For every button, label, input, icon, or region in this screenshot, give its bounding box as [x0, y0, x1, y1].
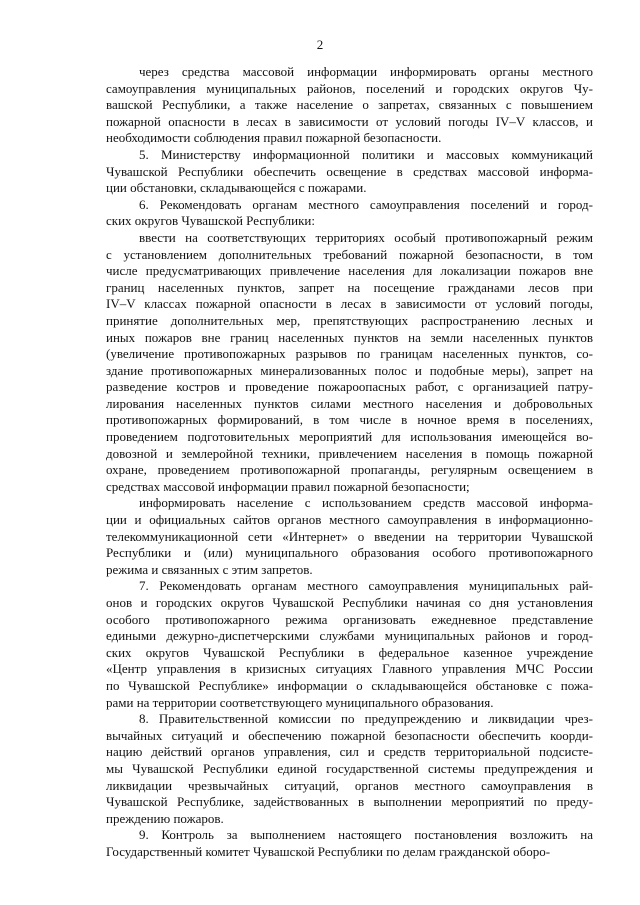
paragraph [106, 64, 593, 147]
text-line: «Центр управления в кризисных ситуациях Главного управления МЧС России [106, 661, 593, 677]
text-line: границ населенных пунктов, запрет на посещение гражданами лесов при [106, 279, 593, 295]
text-line: Чувашской Республики обеспечить освещение в средствах массовой информа- [106, 163, 593, 179]
text-line: ции и официальных сайтов органов местного самоуправления в информационно- [106, 512, 593, 528]
text-line: ции обстановки, складывающейся с пожарами. [106, 180, 367, 196]
document-body [106, 64, 593, 861]
text-line: иных пожаров вне границ населенных пунктов на земли населенных пунктов [106, 329, 593, 345]
text-line: вашской Республики, а также население о запретах, связанных с повышением [106, 97, 593, 113]
text-line: (увеличение противопожарных разрывов по границам населенных пунктов, со- [106, 346, 593, 362]
text-line: противопожарных формирований, в том числе в ночное время в поселениях, [106, 412, 593, 428]
text-line: вычайных ситуаций и обеспечению пожарной безопасности обеспечить коорди- [106, 727, 593, 743]
text-line: онов и городских округов Чувашской Республики начиная со дня установления [106, 595, 593, 610]
text-line: довозной и землеройной техники, привлечением населения в помощь пожарной [106, 445, 593, 461]
text-line: здание противопожарных минерализованных полос и подобные меры), запрет на [106, 362, 593, 378]
text-line: едиными дежурно-диспетчерскими службами муниципальных районов и город- [106, 628, 593, 644]
text-line: самоуправления муниципальных районов, поселений и городских округов Чу- [106, 80, 593, 96]
text-line: Республики и (или) муниципального образования особого противопожарного [106, 545, 593, 561]
text-line: 6. Рекомендовать органам местного самоуправления поселений и город- [139, 196, 593, 212]
text-line: нацию действий органов управления, сил и средств территориальной подсисте- [106, 744, 593, 760]
text-line: преждению пожаров. [106, 810, 224, 826]
text-line: по Чувашской Республике» информации о складывающейся обстановке с пожа- [106, 677, 593, 693]
text-line: проведением подготовительных мероприятий для использования имеющейся во- [106, 429, 593, 445]
text-line: 7. Рекомендовать органам местного самоуправления муниципальных рай- [139, 578, 593, 594]
text-line: разведение костров и проведение пожароопасных работ, с организацией патру- [106, 379, 593, 395]
text-line: информировать население с использованием средств массовой информа- [139, 495, 593, 511]
text-line: 5. Министерству информационной политики и массовых коммуникаций [139, 146, 593, 162]
text-line: средствах массовой информации правил пожарной безопасности; [106, 478, 470, 494]
paragraph [106, 495, 593, 578]
paragraph [106, 827, 593, 860]
paragraph [106, 711, 593, 827]
page-number: 2 [316, 37, 324, 52]
text-line: ских округов Чувашской Республики в федеральное казенное учреждение [106, 644, 593, 660]
text-line: ввести на соответствующих территориях особый противопожарный режим [139, 229, 593, 245]
text-line: 9. Контроль за выполнением настоящего постановления возложить на [139, 827, 593, 843]
text-line: Чувашской Республике, задействованных в выполнении мероприятий по преду- [106, 794, 593, 810]
text-line: Государственный комитет Чувашской Республики по делам гражданской оборо- [106, 843, 551, 859]
text-line: через средства массовой информации информировать органы местного [139, 64, 593, 79]
text-line: принятие дополнительных мер, препятствующих распространению лесных и [106, 312, 593, 328]
text-line: с установлением дополнительных требований пожарной безопасности, в том [106, 246, 593, 262]
paragraph [106, 147, 593, 197]
text-line: числе предусматривающих привлечение населения для локализации пожаров вне [106, 263, 593, 279]
paragraph [106, 578, 593, 711]
text-line: мы Чувашской Республики единой государственной системы предупреждения и [106, 760, 593, 776]
paragraph [106, 197, 593, 230]
text-line: 8. Правительственной комиссии по предупреждению и ликвидации чрез- [139, 711, 593, 727]
text-line: охране, проведением противопожарной пропаганды, регулярным освещением в [106, 462, 593, 478]
text-line: режима и связанных с этим запретов. [106, 561, 313, 577]
text-line: пожарной опасности в лесах в зависимости от условий погоды IV–V классов, и [106, 113, 593, 129]
text-line: IV–V классах пожарной опасности в лесах в зависимости от условий погоды, [106, 296, 593, 312]
text-line: рами на территории соответствующего муниципального образования. [106, 694, 494, 710]
text-line: телекоммуникационной сети «Интернет» о введении на территории Чувашской [106, 528, 593, 544]
text-line: необходимости соблюдения правил пожарной безопасности. [106, 130, 442, 146]
text-line: лирования населенных пунктов силами местного населения и добровольных [106, 395, 593, 411]
text-line: особого противопожарного режима организовать ежедневное представление [106, 611, 593, 627]
text-line: ских округов Чувашской Республики: [106, 213, 315, 229]
text-line: ликвидации чрезвычайных ситуаций, органов местного самоуправления в [106, 777, 593, 793]
paragraph [106, 230, 593, 496]
